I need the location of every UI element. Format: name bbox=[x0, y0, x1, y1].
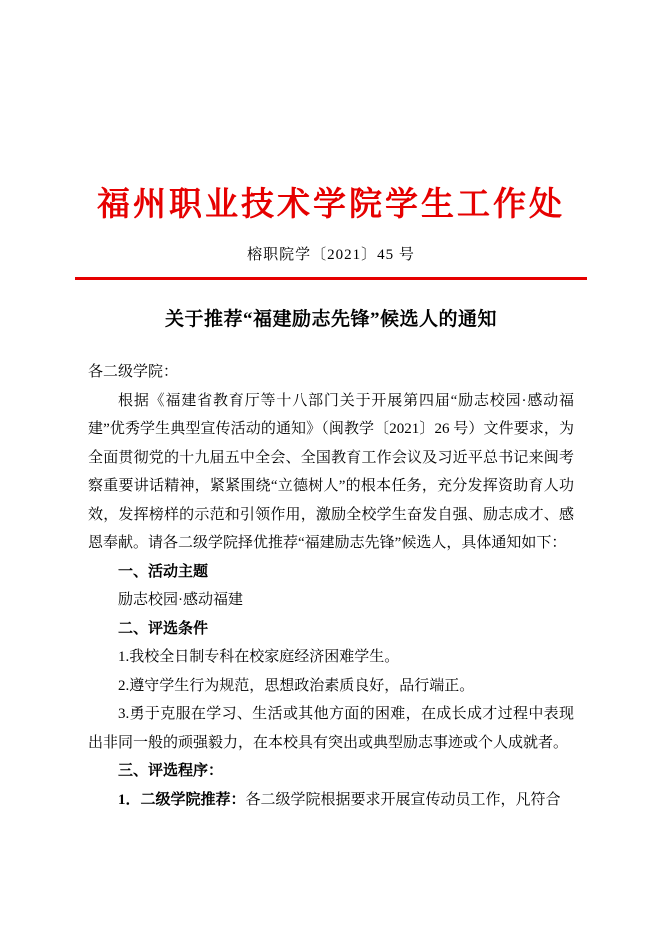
document-body bbox=[88, 358, 574, 814]
org-title: 福州职业技术学院学生工作处 bbox=[97, 185, 565, 222]
section-2-heading: 二、评选条件 bbox=[118, 620, 209, 637]
section-1-body: 励志校园·感动福建 bbox=[118, 592, 243, 608]
intro-paragraph: 根据《福建省教育厅等十八部门关于开展第四届“励志校园·感动福建”优秀学生典型宣传活动的通知》（闽教学〔2021〕26 号）文件要求，为全面贯彻党的十九届五中全会、全国教育工作会议及习近平总书记来闽考察重要讲话精神，紧紧围绕“立德树人”的根本任务，充分发挥资助育人功效，发挥榜样的示范和引领作用，激励全校学生奋发自强、励志成才、感恩奉献。请各二级学院择优推荐“福建励志先锋”候选人，具体通知如下： bbox=[88, 392, 574, 551]
procedure-item-1-lead: 1．二级学院推荐： bbox=[118, 791, 246, 808]
section-1-heading: 一、活动主题 bbox=[118, 563, 209, 580]
condition-item-1: 1.我校全日制专科在校家庭经济困难学生。 bbox=[118, 649, 400, 665]
procedure-item-1 bbox=[88, 786, 574, 815]
condition-item-3: 3.勇于克服在学习、生活或其他方面的困难，在成长成才过程中表现出非同一般的顽强毅力，在本校具有突出或典型励志事迹或个人成就者。 bbox=[88, 706, 574, 751]
condition-item-2: 2.遵守学生行为规范，思想政治素质良好，品行端正。 bbox=[118, 677, 475, 694]
salutation: 各二级学院： bbox=[88, 364, 179, 380]
procedure-item-1-text: 各二级学院根据要求开展宣传动员工作，凡符合 bbox=[245, 791, 561, 808]
doc-number: 榕职院学〔2021〕45 号 bbox=[247, 247, 415, 263]
red-divider bbox=[75, 277, 587, 280]
subject-title: 关于推荐“福建励志先锋”候选人的通知 bbox=[164, 309, 497, 330]
section-3-heading: 三、评选程序： bbox=[118, 763, 224, 779]
